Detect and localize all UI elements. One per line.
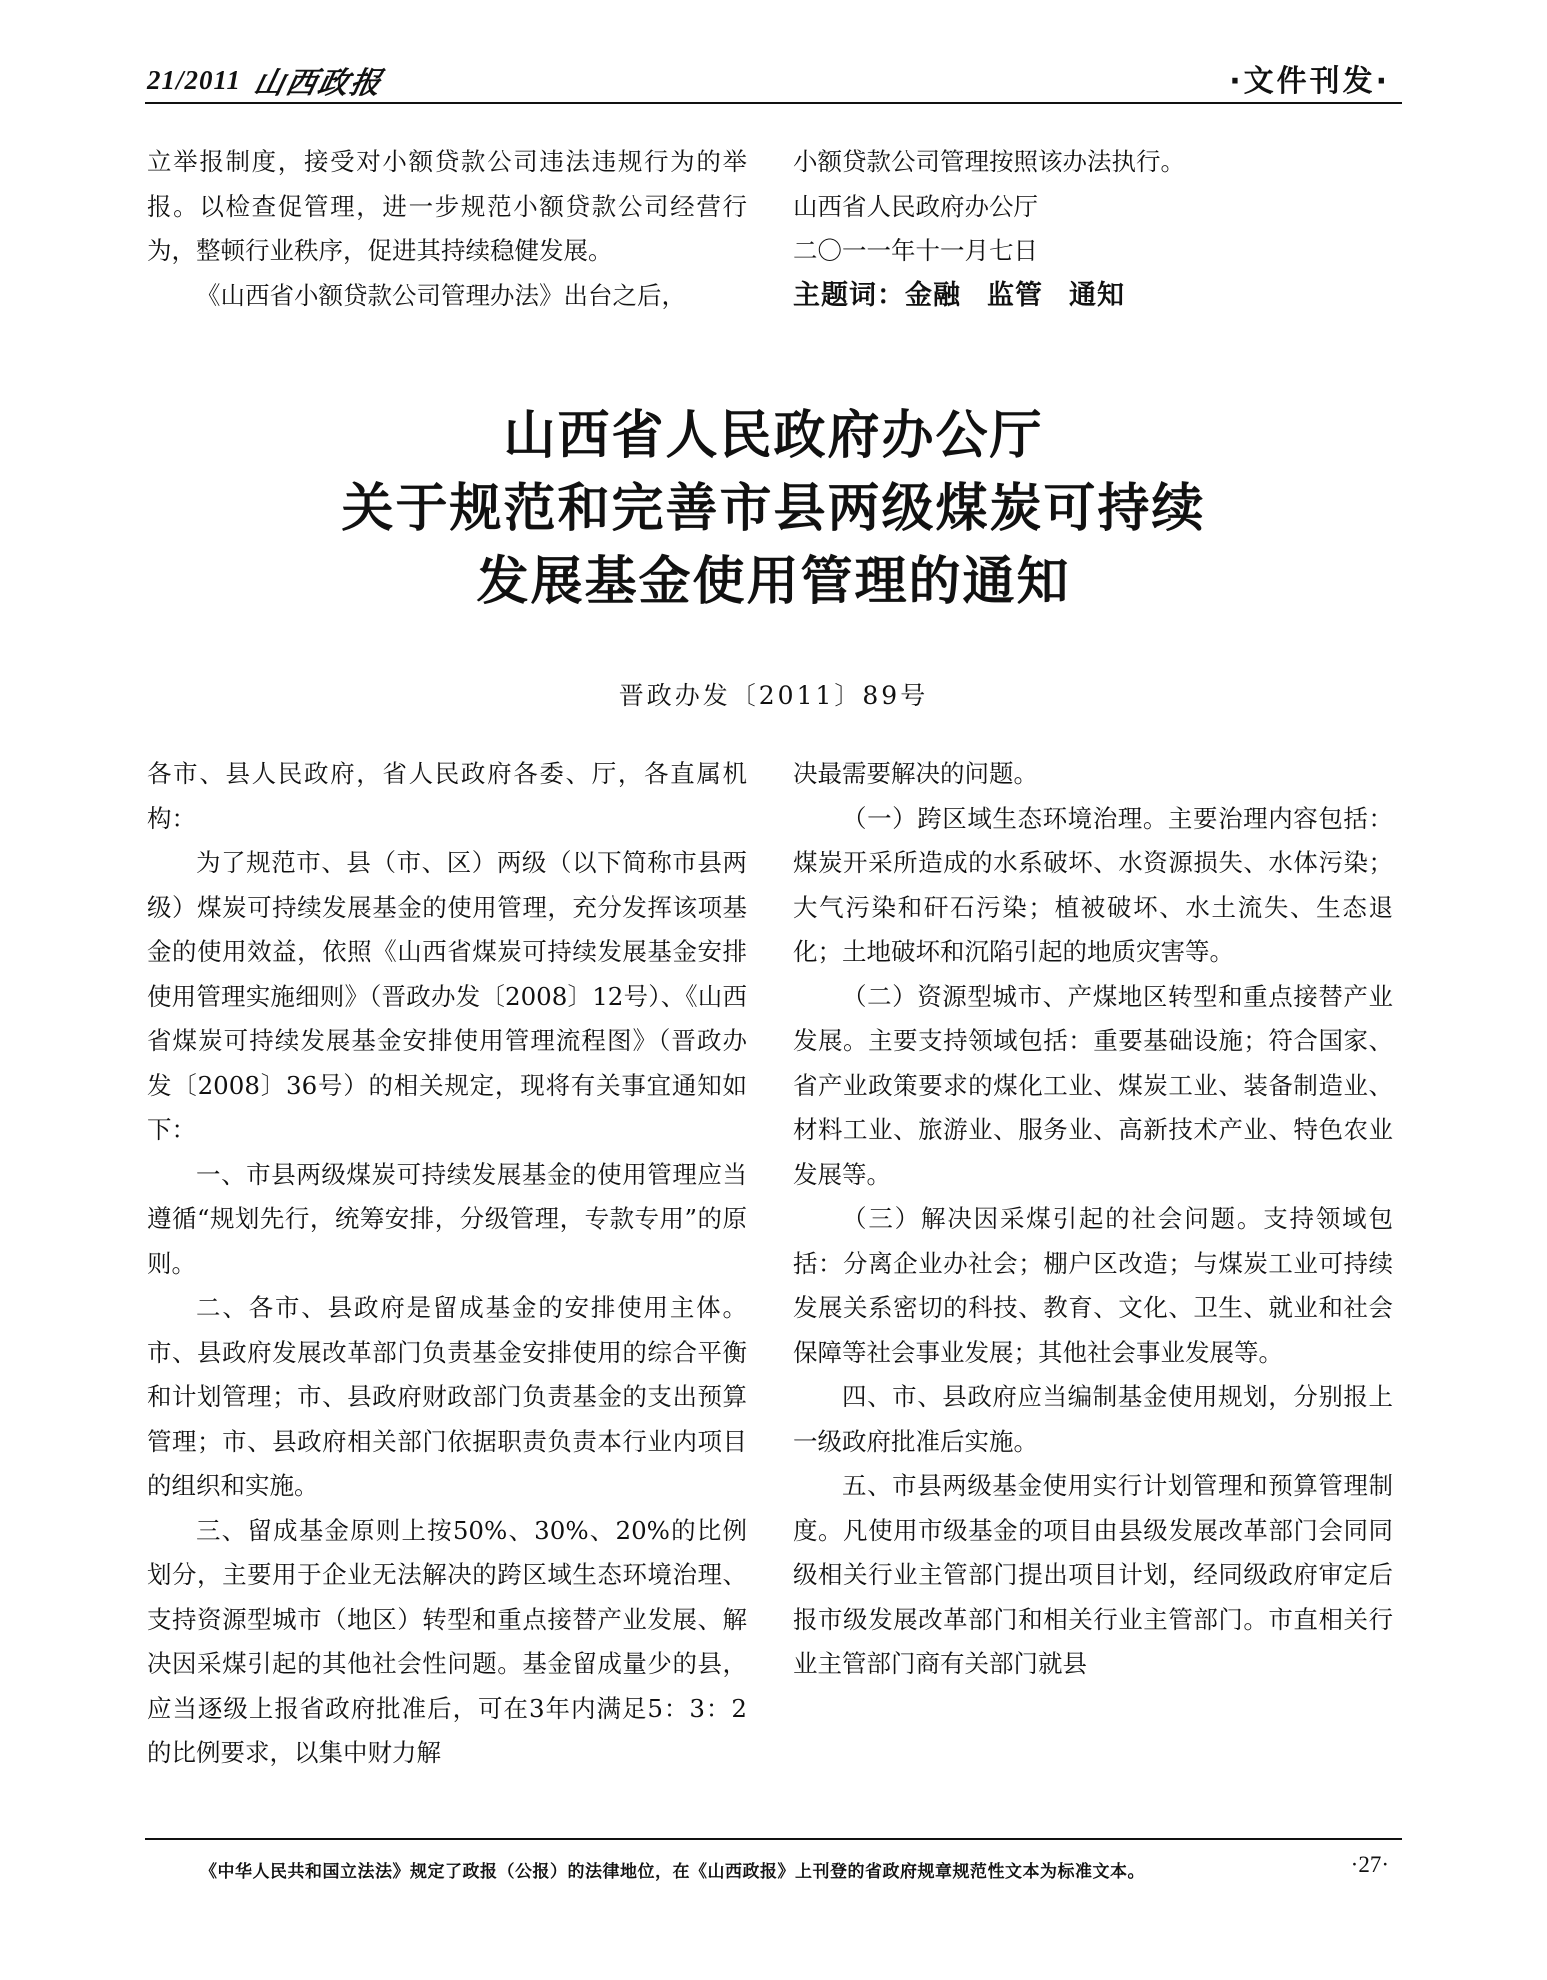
body-right-column (793, 752, 1393, 1687)
prev-doc-left-column (147, 140, 747, 318)
keyword: 通知 (1069, 279, 1125, 311)
issue-number: 21/2011 (147, 64, 242, 95)
journal-logo: 山西政报 (250, 66, 386, 101)
prev-doc-right-column (793, 140, 1393, 318)
paragraph: 《山西省小额贷款公司管理办法》出台之后， (196, 280, 686, 310)
body-left-column (147, 752, 747, 1776)
title-line: 山西省人民政府办公厅 (503, 406, 1044, 466)
document-title (0, 400, 1547, 619)
paragraph: 二、各市、县政府是留成基金的安排使用主体。市、县政府发展改革部门负责基金安排使用的综合平衡和计划管理；市、县政府财政部门负责基金的支出预算管理；市、县政府相关部门依据职责负责本行业内项目的组织和实施。 (147, 1293, 747, 1500)
paragraph: （三）解决因采煤引起的社会问题。支持领域包括：分离企业办社会；棚户区改造；与煤炭工业可持续发展关系密切的科技、教育、文化、卫生、就业和社会保障等社会事业发展；其他社会事业发展等。 (793, 1204, 1393, 1367)
keyword: 金融 (905, 279, 961, 311)
paragraph: 一、市县两级煤炭可持续发展基金的使用管理应当遵循“规划先行，统筹安排，分级管理，专款专用”的原则。 (147, 1159, 747, 1278)
paragraph: 决最需要解决的问题。 (793, 759, 1038, 788)
paragraph: （二）资源型城市、产煤地区转型和重点接替产业发展。主要支持领域包括：重要基础设施；符合国家、省产业政策要求的煤化工业、煤炭工业、装备制造业、材料工业、旅游业、服务业、高新技术产业、特色农业发展等。 (793, 981, 1393, 1189)
signature-date: 二〇一一年十一月七日 (793, 236, 1038, 265)
section-label: ·文件刊发· (1229, 64, 1390, 99)
title-line: 发展基金使用管理的通知 (476, 552, 1071, 612)
paragraph: （一）跨区域生态环境治理。主要治理内容包括：煤炭开采所造成的水系破坏、水资源损失、水体污染；大气污染和矸石污染；植被破坏、水土流失、生态退化；土地破坏和沉陷引起的地质灾害等。 (793, 803, 1393, 966)
document-number: 晋政办发〔2011〕89号 (618, 681, 929, 710)
paragraph: 三、留成基金原则上按50%、30%、20%的比例划分，主要用于企业无法解决的跨区域生态环境治理、支持资源型城市（地区）转型和重点接替产业发展、解决因采煤引起的其他社会性问题。基金留成量少的县，应当逐级上报省政府批准后，可在3年内满足5：3：2的比例要求，以集中财力解 (147, 1515, 747, 1767)
salutation: 各市、县人民政府，省人民政府各委、厅，各直属机构： (147, 759, 747, 833)
paragraph: 立举报制度，接受对小额贷款公司违法违规行为的举报。以检查促管理，进一步规范小额贷款公司经营行为，整顿行业秩序，促进其持续稳健发展。 (147, 147, 747, 265)
page-number: ·27· (1350, 1852, 1389, 1877)
running-header (147, 60, 386, 101)
keywords-label: 主题词： (793, 279, 905, 311)
header-rule (145, 102, 1402, 104)
keyword: 监管 (987, 279, 1043, 311)
paragraph: 小额贷款公司管理按照该办法执行。 (793, 147, 1185, 176)
paragraph: 五、市县两级基金使用实行计划管理和预算管理制度。凡使用市级基金的项目由县级发展改革部门会同同级相关行业主管部门提出项目计划，经同级政府审定后报市级发展改革部门和相关行业主管部门。市直相关行业主管部门商有关部门就县 (793, 1471, 1393, 1678)
footer-rule (145, 1838, 1402, 1840)
title-line: 关于规范和完善市县两级煤炭可持续 (341, 479, 1206, 539)
paragraph: 为了规范市、县（市、区）两级（以下简称市县两级）煤炭可持续发展基金的使用管理，充分发挥该项基金的使用效益，依照《山西省煤炭可持续发展基金安排使用管理实施细则》（晋政办发〔2008〕12号）、《山西省煤炭可持续发展基金安排使用管理流程图》（晋政办发〔2008〕36号）的相关规定，现将有关事宜通知如下： (147, 848, 747, 1144)
paragraph: 四、市、县政府应当编制基金使用规划，分别报上一级政府批准后实施。 (793, 1382, 1393, 1456)
footer-note: 《中华人民共和国立法法》规定了政报（公报）的法律地位，在《山西政报》上刊登的省政府规章规范性文本为标准文本。 (200, 1862, 1145, 1882)
keywords (793, 274, 1393, 319)
signature-org: 山西省人民政府办公厅 (793, 191, 1038, 221)
